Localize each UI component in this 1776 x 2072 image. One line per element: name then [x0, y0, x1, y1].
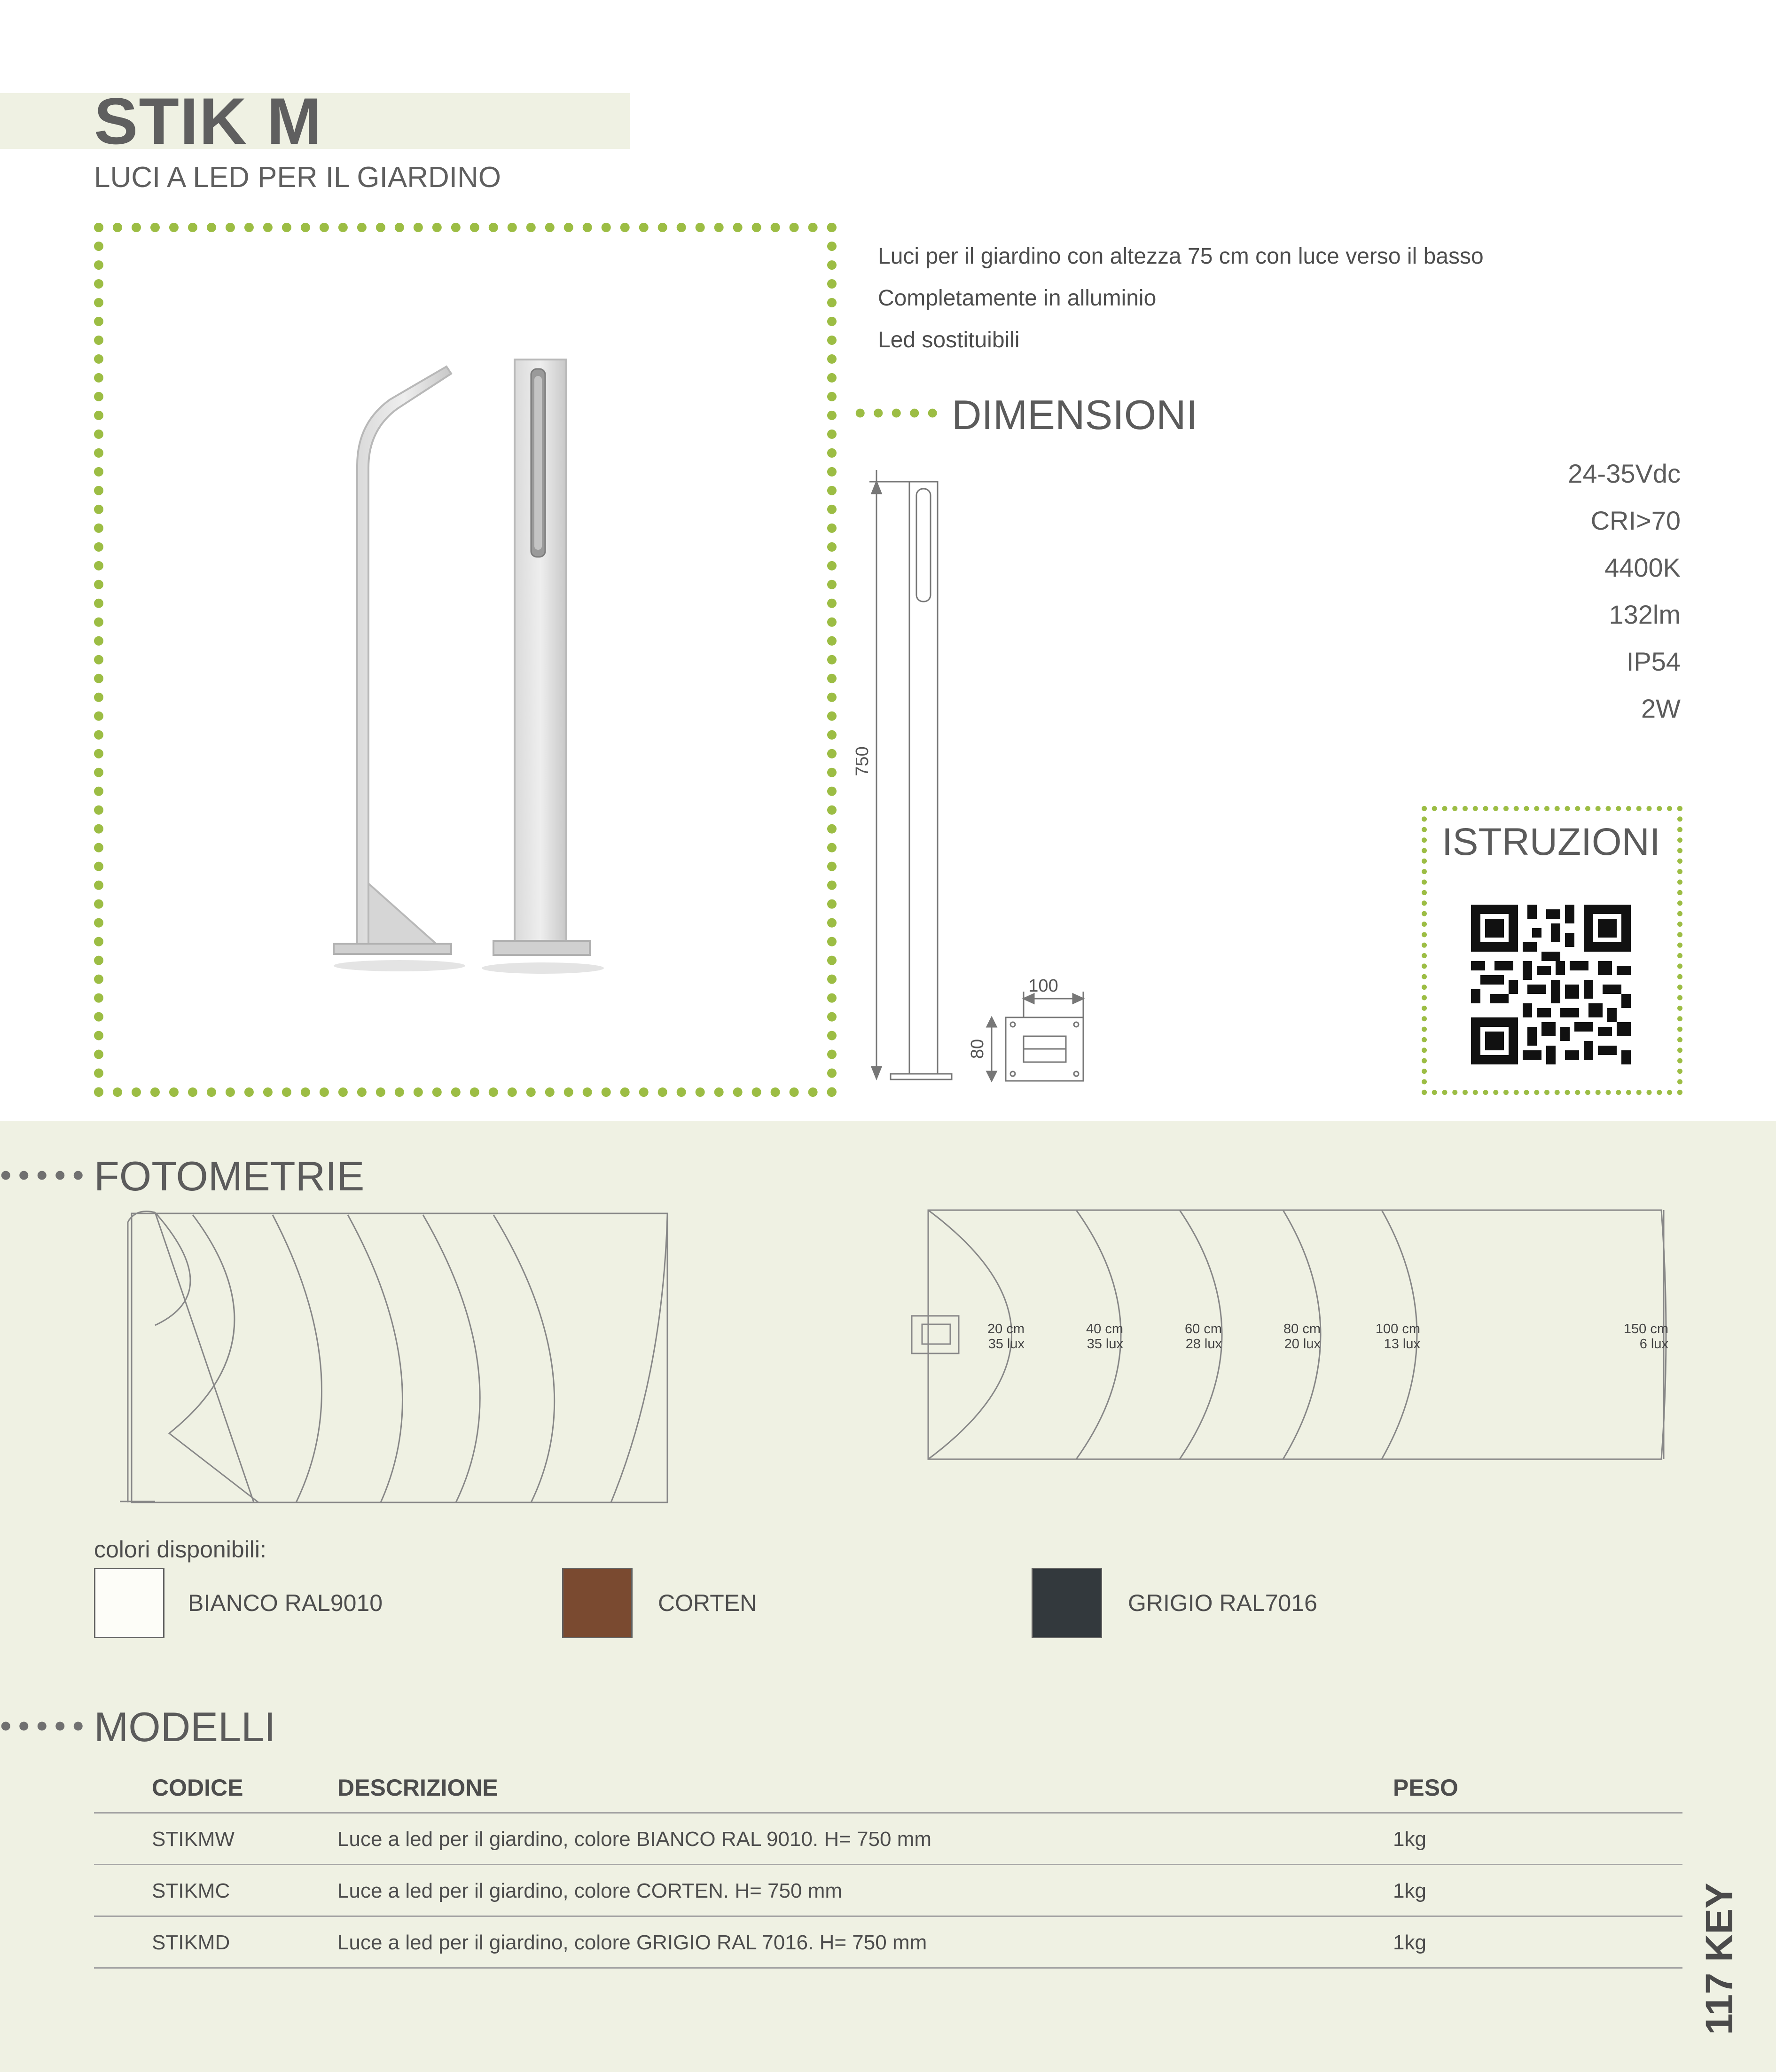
- photometry-distance-6: 150 cm: [1623, 1321, 1668, 1337]
- color-label-bianco: BIANCO RAL9010: [188, 1590, 383, 1616]
- photometry-distance-5: 100 cm: [1375, 1321, 1420, 1337]
- photometry-side-diagram: [117, 1208, 672, 1509]
- table-divider: [94, 1864, 1682, 1865]
- qr-code[interactable]: [1471, 905, 1631, 1064]
- product-image: [320, 348, 625, 1006]
- table-divider: [94, 1916, 1682, 1917]
- spec-color-temp: 4400K: [1604, 553, 1681, 582]
- table-cell-weight: 1kg: [1393, 1879, 1426, 1902]
- height-label: 750: [853, 746, 872, 776]
- spec-lumen: 132lm: [1609, 600, 1681, 629]
- instructions-title: ISTRUZIONI: [1442, 821, 1660, 863]
- product-subtitle: LUCI A LED PER IL GIARDINO: [94, 161, 501, 194]
- spec-voltage: 24-35Vdc: [1568, 459, 1681, 488]
- table-cell-description: Luce a led per il giardino, colore CORTEN. H= 750 mm: [337, 1879, 843, 1902]
- color-swatch-grigio[interactable]: [1032, 1568, 1102, 1638]
- table-cell-description: Luce a led per il giardino, colore GRIGIO RAL 7016. H= 750 mm: [337, 1931, 927, 1954]
- table-cell-weight: 1kg: [1393, 1931, 1426, 1954]
- colors-title: colori disponibili:: [94, 1536, 266, 1563]
- feature-1: Luci per il giardino con altezza 75 cm con luce verso il basso: [878, 244, 1484, 269]
- photometry-lux-2: 35 lux: [1087, 1337, 1123, 1352]
- section-dots: •••••: [0, 1157, 91, 1193]
- models-title: MODELLI: [94, 1704, 276, 1750]
- base-depth-label: 80: [968, 1039, 987, 1059]
- table-header-description: DESCRIZIONE: [337, 1775, 498, 1801]
- dimension-drawing: [846, 470, 1109, 1090]
- table-cell-code: STIKMC: [152, 1879, 230, 1902]
- product-title: STIK M: [94, 84, 323, 158]
- color-swatch-bianco[interactable]: [94, 1568, 164, 1638]
- section-dots: •••••: [854, 394, 945, 431]
- photometry-distance-1: 20 cm: [987, 1321, 1025, 1337]
- page-number: 117 KEY: [1698, 1883, 1741, 2035]
- photometry-lux-6: 6 lux: [1639, 1337, 1668, 1352]
- table-cell-description: Luce a led per il giardino, colore BIANCO RAL 9010. H= 750 mm: [337, 1828, 932, 1851]
- base-width-label: 100: [1028, 976, 1058, 996]
- spec-power: 2W: [1641, 694, 1681, 723]
- color-swatch-corten[interactable]: [562, 1568, 633, 1638]
- photometry-lux-5: 13 lux: [1384, 1337, 1420, 1352]
- photometry-distance-4: 80 cm: [1283, 1321, 1321, 1337]
- spec-ip: IP54: [1626, 647, 1681, 676]
- photometry-lux-4: 20 lux: [1284, 1337, 1321, 1352]
- feature-3: Led sostituibili: [878, 328, 1020, 352]
- photometry-top-diagram: [907, 1203, 1678, 1466]
- color-label-corten: CORTEN: [658, 1590, 757, 1616]
- photometry-title: FOTOMETRIE: [94, 1153, 365, 1199]
- photometry-distance-2: 40 cm: [1086, 1321, 1123, 1337]
- feature-2: Completamente in alluminio: [878, 286, 1157, 311]
- table-cell-code: STIKMW: [152, 1828, 235, 1851]
- photometry-lux-1: 35 lux: [988, 1337, 1025, 1352]
- table-divider: [94, 1812, 1682, 1814]
- table-header-weight: PESO: [1393, 1775, 1458, 1801]
- table-cell-weight: 1kg: [1393, 1828, 1426, 1851]
- color-label-grigio: GRIGIO RAL7016: [1128, 1590, 1317, 1616]
- spec-cri: CRI>70: [1590, 506, 1681, 535]
- table-cell-code: STIKMD: [152, 1931, 230, 1954]
- dimensions-title: DIMENSIONI: [952, 391, 1198, 438]
- photometry-lux-3: 28 lux: [1185, 1337, 1222, 1352]
- photometry-distance-3: 60 cm: [1185, 1321, 1222, 1337]
- section-dots: •••••: [0, 1707, 91, 1744]
- table-divider: [94, 1967, 1682, 1969]
- table-header-code: CODICE: [152, 1775, 243, 1801]
